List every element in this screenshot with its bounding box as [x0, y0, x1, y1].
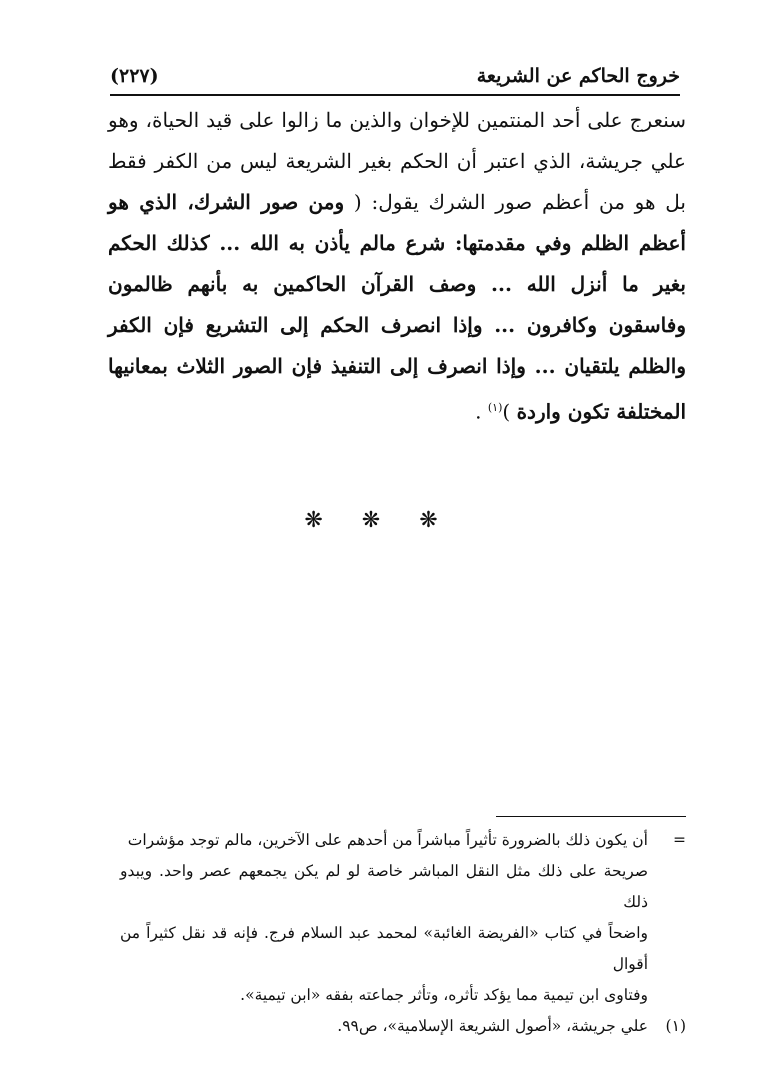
page-number: (٢٢٧)	[110, 65, 159, 87]
footnotes-area	[120, 825, 686, 1042]
footnote-line: وفتاوى ابن تيمية مما يؤكد تأثره، وتأثر جماعته بفقه «ابن تيمية».	[240, 986, 648, 1004]
page-header	[110, 58, 680, 96]
footnote-line: أن يكون ذلك بالضرورة تأثيراً مباشراً من أحدهم على الآخرين، مالم توجد مؤشرات	[127, 831, 648, 849]
footnote-continuation	[120, 825, 686, 1011]
footnote-line: صريحة على ذلك مثل النقل المباشر خاصة لو لم يكن يجمعهم عصر واحد. ويبدو ذلك	[120, 862, 648, 911]
footnote-line: واضحاً في كتاب «الفريضة الغائبة» لمحمد عبد السلام فرج. فإنه قد نقل كثيراً من أقوال	[120, 924, 648, 973]
section-separator: ❋ ❋ ❋	[304, 508, 454, 533]
running-title: خروج الحاكم عن الشريعة	[476, 65, 680, 87]
footnote-ref[interactable]: (١)	[487, 401, 503, 414]
quoted-passage: ومن صور الشرك، الذي هو أعظم الظلم وفي مقدمتها: شرع مالم يأذن به الله ... كذلك الحكم بغير ما أنزل الله ... وصف القرآن الحاكمين به بأنهم ظالمون وفاسقون وكافرون ... وإذا انصرف الحكم إلى التشريع فإن الكفر والظلم يلتقيان ... وإذا انصرف إلى التنفيذ فإن الصور الثلاث بمعانيها المختلفة تكون واردة	[108, 190, 686, 424]
end-mark: .	[475, 399, 482, 424]
continuation-marker: =	[673, 831, 686, 849]
footnote-text: علي جريشة، «أصول الشريعة الإسلامية»، ص٩٩.	[337, 1017, 648, 1035]
footnote-divider	[496, 816, 686, 817]
main-paragraph	[108, 100, 686, 433]
paragraph-intro: سنعرج على أحد المنتمين للإخوان والذين ما زالوا على قيد الحياة، وهو علي جريشة، الذي اعتبر أن الحكم بغير الشريعة ليس من الكفر فقط بل هو من أعظم صور الشرك يقول: (	[108, 108, 687, 214]
quote-close: )	[502, 399, 511, 424]
footnote-item	[120, 1011, 686, 1042]
footnote-number: (١)	[665, 1017, 686, 1035]
